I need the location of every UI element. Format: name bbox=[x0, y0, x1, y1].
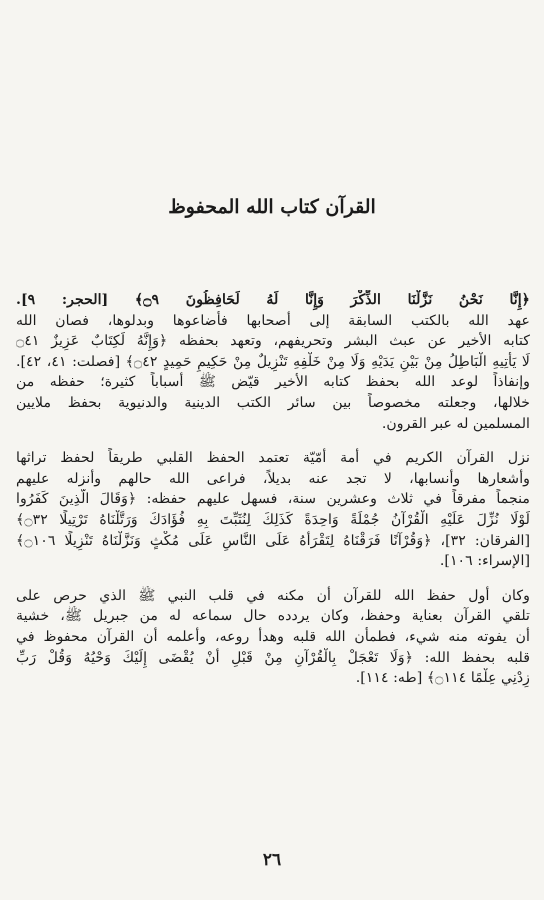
paragraph-gap bbox=[16, 572, 530, 586]
paragraph-1 bbox=[16, 290, 530, 434]
text-line: زِدْنِي عِلْمًا ۝١١٤﴾ [طه: ١١٤]. bbox=[355, 670, 530, 687]
text-line: أن يفوته منه شيء، فطمأن الله قلبه وهدأ روعه، وأعلمه أن القرآن محفوظ في bbox=[16, 628, 530, 645]
text-line: ﴿إِنَّا نَحْنُ نَزَّلْنَا الذِّكْرَ وَإِنَّا لَهُ لَحَافِظُونَ ۝٩﴾ [الحجر: ٩]. bbox=[16, 292, 530, 308]
text-line: لَوْلَا نُزِّلَ عَلَيْهِ الْقُرْآنُ جُمْلَةً وَاحِدَةً كَذَلِكَ لِنُثَبِّتَ بِهِ فُؤَادَكَ وَرَتَّلْنَاهُ تَرْتِيلًا ۝٣٢﴾ bbox=[16, 511, 530, 528]
page-body bbox=[16, 290, 530, 689]
text-line: منجماً مفرقاً في ثلاث وعشرين سنة، فسهل عليهم حفظه: ﴿وَقَالَ الَّذِينَ كَفَرُوا bbox=[16, 491, 530, 508]
paragraph-gap bbox=[16, 434, 530, 448]
text-line: [الفرقان: ٣٢]، ﴿وَقُرْآنًا فَرَقْنَاهُ لِتَقْرَأَهُ عَلَى النَّاسِ عَلَى مُكْثٍ وَنَزَّلْنَاهُ تَنْزِيلًا ۝١٠٦﴾ bbox=[16, 532, 530, 549]
text-line: نزل القرآن الكريم في أمة أمّيّة تعتمد الحفظ القلبي طريقاً لحفظ تراثها bbox=[16, 450, 530, 467]
text-line: وإنفاذاً لوعد الله بحفظ كتابه الأخير قيّض ﷺ أسباباً كثيرة؛ حفظه من bbox=[16, 374, 530, 391]
text-line: [الإسراء: ١٠٦]. bbox=[439, 553, 530, 570]
paragraph-2 bbox=[16, 448, 530, 572]
page-number: ٢٦ bbox=[262, 850, 282, 870]
text-line: وكان أول حفظ الله للقرآن أن مكنه في قلب النبي ﷺ الذي حرص على bbox=[16, 587, 530, 604]
text-line: وأشعارها وأنسابها، لا تجد عنه بديلاً، فراعى الله حالهم وأنزله عليهم bbox=[16, 470, 530, 487]
text-line: لَا يَأْتِيهِ الْبَاطِلُ مِنْ بَيْنِ يَدَيْهِ وَلَا مِنْ خَلْفِهِ تَنْزِيلٌ مِنْ حَكِيمٍ حَمِيدٍ ۝٤٢﴾ [فصلت: ٤١، ٤٢]. bbox=[16, 353, 530, 370]
text-line: كتابه الأخير عن عبث البشر وتحريفهم، وتعهد بحفظه ﴿وَإِنَّهُ لَكِتَابٌ عَزِيزٌ ۝٤١ bbox=[16, 333, 530, 350]
text-line: المسلمين له عبر القرون. bbox=[381, 415, 530, 432]
text-line: عهد الله بالكتب السابقة إلى أصحابها فأضاعوها وبدلوها، فصان الله bbox=[16, 312, 530, 329]
text-line: خلالها، وجعلته مخصوصاً بين سائر الكتب الدينية والدنيوية بحفظ ملايين bbox=[16, 394, 530, 411]
chapter-title: القرآن كتاب الله المحفوظ bbox=[168, 196, 376, 218]
text-line: تلقي القرآن بعناية وحفظ، وكان يردده حال سماعه له من جبريل ﷺ، خشية bbox=[16, 608, 530, 625]
text-line: قلبه بحفظ الله: ﴿وَلَا تَعْجَلْ بِالْقُرْآنِ مِنْ قَبْلِ أَنْ يُقْضَى إِلَيْكَ وَحْيُهُ وَقُلْ رَبِّ bbox=[16, 649, 530, 666]
paragraph-3 bbox=[16, 586, 530, 689]
